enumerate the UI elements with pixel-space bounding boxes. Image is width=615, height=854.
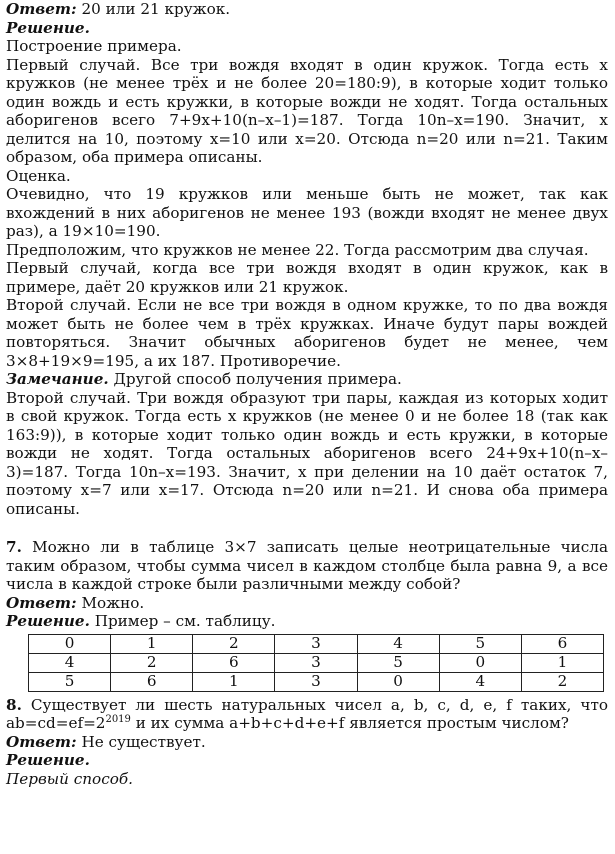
estimate-paragraph-3: Первый случай, когда все три вождя входят в один кружок, как в примере, даёт 20 кружков или 21 кружок. (6, 259, 608, 296)
table-row (29, 634, 604, 653)
problem7-statement (6, 538, 608, 594)
problem8-answer (6, 733, 608, 752)
problem7-solution (6, 612, 608, 631)
estimate-heading: Оценка. (6, 166, 71, 185)
table-cell: 1 (111, 634, 193, 653)
table-cell: 2 (111, 653, 193, 672)
problem8-text-a: Существует ли шесть натуральных чисел a, b, c, d, e, f таких, что ab=cd=ef=2 (6, 695, 608, 732)
problem7-solution-text: Пример – см. таблицу. (89, 612, 276, 630)
problem7-number: 7. (6, 538, 22, 556)
estimate-paragraph-4: Второй случай. Если не все три вождя в одном кружке, то по два вождя может быть не более чем в трёх кружках. Иначе будут пары вождей повторяться. Значит обычных аборигенов будет не менее, чем 3×8+19×9=195, а их 187. Противоречие. (6, 296, 608, 370)
table-cell: 0 (357, 672, 439, 691)
problem7-answer-text: Можно. (76, 593, 145, 612)
answer-line (6, 0, 608, 19)
remark-label: Замечание. (6, 370, 109, 388)
table-cell: 4 (357, 634, 439, 653)
problem8-number: 8. (6, 695, 22, 714)
case1-paragraph: Первый случай. Все три вождя входят в один кружок. Тогда есть x кружков (не менее трёх и не более 20=180:9), в которые ходит только один вождь и есть кружки, в которые вожди не ходят. Тогда остальных аборигенов всего 7+9x+10(n–x–1)=187. Тогда 10n–x=190. Значит, x делится на 10, поэтому x=10 или x=20. Отсюда n=20 или n=21. Таким образом, оба примера описаны. (6, 55, 608, 166)
problem7-text: Можно ли в таблице 3×7 записать целые неотрицательные числа таким образом, чтобы сумма чисел в каждом столбце была равна 9, а все числа в каждой строке были различными между собой? (6, 538, 608, 593)
spacer (6, 518, 608, 538)
table-cell: 2 (521, 672, 603, 691)
case2-paragraph: Второй случай. Три вождя образуют три пары, каждая из которых ходит в свой кружок. Тогда есть x кружков (не менее 0 и не более 18 (так как 163:9)), в которые ходит только один вождь и есть кружки, в которые вожди не ходят. Тогда остальных аборигенов всего 24+9x+10(n–x–3)=187. Тогда 10n–x=193. Значит, x при делении на 10 даёт остаток 7, поэтому x=7 или x=17. Отсюда n=20 или n=21. И снова оба примера описаны. (6, 388, 608, 518)
example-table (28, 634, 604, 692)
table-cell: 1 (521, 653, 603, 672)
table-cell: 2 (193, 634, 275, 653)
table-row (29, 672, 604, 691)
solution-label: Решение. (6, 18, 90, 37)
estimate-paragraph-1: Очевидно, что 19 кружков или меньше быть не может, так как вхождений в них аборигенов не менее 193 (вожди входят не менее двух раз), а 19×10=190. (6, 185, 608, 240)
problem8-statement (6, 696, 608, 733)
table-cell: 6 (193, 653, 275, 672)
table-cell: 0 (29, 634, 111, 653)
problem8-answer-text: Не существует. (76, 732, 206, 751)
table-cell: 0 (439, 653, 521, 672)
table-cell: 5 (439, 634, 521, 653)
problem8-answer-label: Ответ: (6, 732, 77, 751)
table-cell: 6 (521, 634, 603, 653)
answer-text: 20 или 21 кружок. (76, 0, 231, 18)
table-cell: 3 (275, 672, 357, 691)
table-cell: 4 (439, 672, 521, 691)
problem7-solution-label: Решение. (6, 612, 90, 630)
problem7-answer-label: Ответ: (6, 593, 77, 612)
table-cell: 1 (193, 672, 275, 691)
answer-label: Ответ: (6, 0, 77, 18)
table-cell: 6 (111, 672, 193, 691)
remark-text: Другой способ получения примера. (108, 370, 402, 388)
problem8-method: Первый способ. (6, 769, 133, 788)
estimate-paragraph-2: Предположим, что кружков не менее 22. Тогда рассмотрим два случая. (6, 240, 589, 259)
problem8-text-b: и их сумма a+b+c+d+e+f является простым числом? (130, 714, 569, 732)
table-cell: 5 (29, 672, 111, 691)
problem8-solution-label: Решение. (6, 751, 90, 769)
problem8-exponent: 2019 (105, 713, 131, 725)
problem7-answer (6, 594, 608, 613)
table-cell: 3 (275, 634, 357, 653)
example-heading: Построение примера. (6, 37, 182, 55)
table-cell: 4 (29, 653, 111, 672)
table-cell: 5 (357, 653, 439, 672)
table-cell: 3 (275, 653, 357, 672)
table-row (29, 653, 604, 672)
remark-line (6, 370, 608, 389)
